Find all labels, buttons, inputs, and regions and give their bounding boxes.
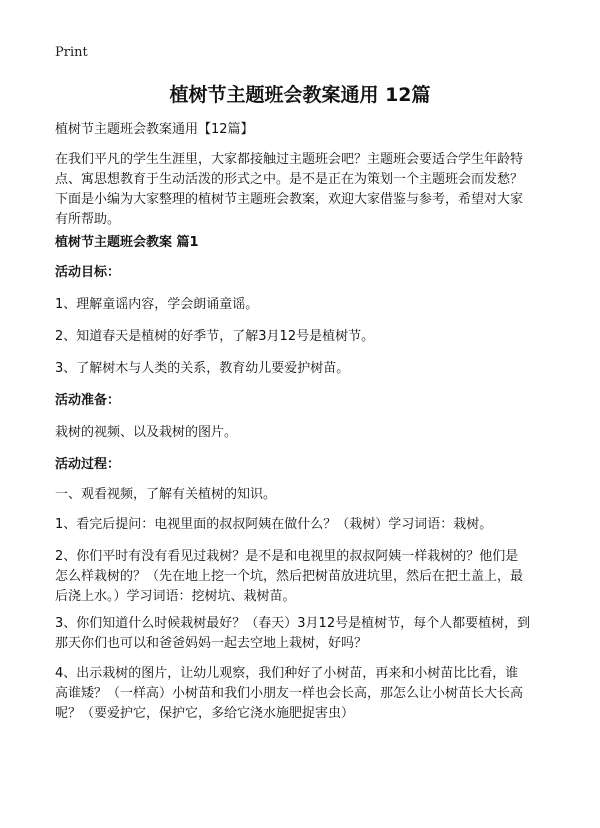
intro-line: 在我们平凡的学生生涯里，大家都接触过主题班会吧？主题班会要适合学生年龄特 (55, 152, 524, 167)
step-line: 2、你们平时有没有看见过栽树？是不是和电视里的叔叔阿姨一样栽树的？他们是 (55, 549, 519, 564)
prep-text: 栽树的视频、以及栽树的图片。 (55, 425, 238, 440)
process-heading: 活动过程： (55, 457, 121, 472)
print-label: Print (55, 45, 88, 60)
process-step (55, 614, 555, 654)
intro-line: 有所帮助。 (55, 212, 121, 227)
goal-item: 2、知道春天是植树的好季节，了解3月12号是植树节。 (55, 329, 375, 344)
goal-item: 3、了解树木与人类的关系，教育幼儿要爱护树苗。 (55, 361, 350, 376)
section-heading: 植树节主题班会教案 篇1 (55, 235, 199, 250)
prep-heading: 活动准备： (55, 393, 121, 408)
process-step (55, 515, 555, 535)
step-line: 后浇上水。）学习词语：挖树坑、栽树苗。 (55, 589, 296, 604)
step-line: 高谁矮？（一样高）小树苗和我们小朋友一样也会长高，那怎么让小树苗长大长高 (55, 686, 524, 701)
process-step (55, 664, 555, 724)
process-intro: 一、观看视频，了解有关植树的知识。 (55, 487, 277, 502)
step-line: 1、看完后提问：电视里面的叔叔阿姨在做什么？（栽树）学习词语：栽树。 (55, 517, 493, 532)
intro-line: 点、寓思想教育于生动活泼的形式之中。是不是正在为策划一个主题班会而发愁？ (55, 172, 524, 187)
process-step (55, 547, 555, 607)
document-subtitle: 植树节主题班会教案通用【12篇】 (55, 122, 254, 137)
intro-paragraph (55, 150, 555, 230)
step-line: 3、你们知道什么时候栽树最好？（春天）3月12号是植树节，每个人都要植树，到 (55, 616, 531, 631)
goals-heading: 活动目标： (55, 265, 121, 280)
step-line: 呢？（要爱护它，保护它，多给它浇水施肥捉害虫） (55, 706, 355, 721)
step-line: 4、出示栽树的图片，让幼儿观察，我们种好了小树苗，再来和小树苗比比看，谁 (55, 666, 519, 681)
intro-line: 下面是小编为大家整理的植树节主题班会教案，欢迎大家借鉴与参考，希望对大家 (55, 192, 524, 207)
step-line: 那天你们也可以和爸爸妈妈一起去空地上栽树，好吗？ (55, 636, 368, 651)
page-title: 植树节主题班会教案通用 12篇 (169, 84, 431, 106)
step-line: 怎么样栽树的？（先在地上挖一个坑，然后把树苗放进坑里，然后在把土盖上，最 (55, 569, 524, 584)
goal-item: 1、理解童谣内容，学会朗诵童谣。 (55, 297, 259, 312)
